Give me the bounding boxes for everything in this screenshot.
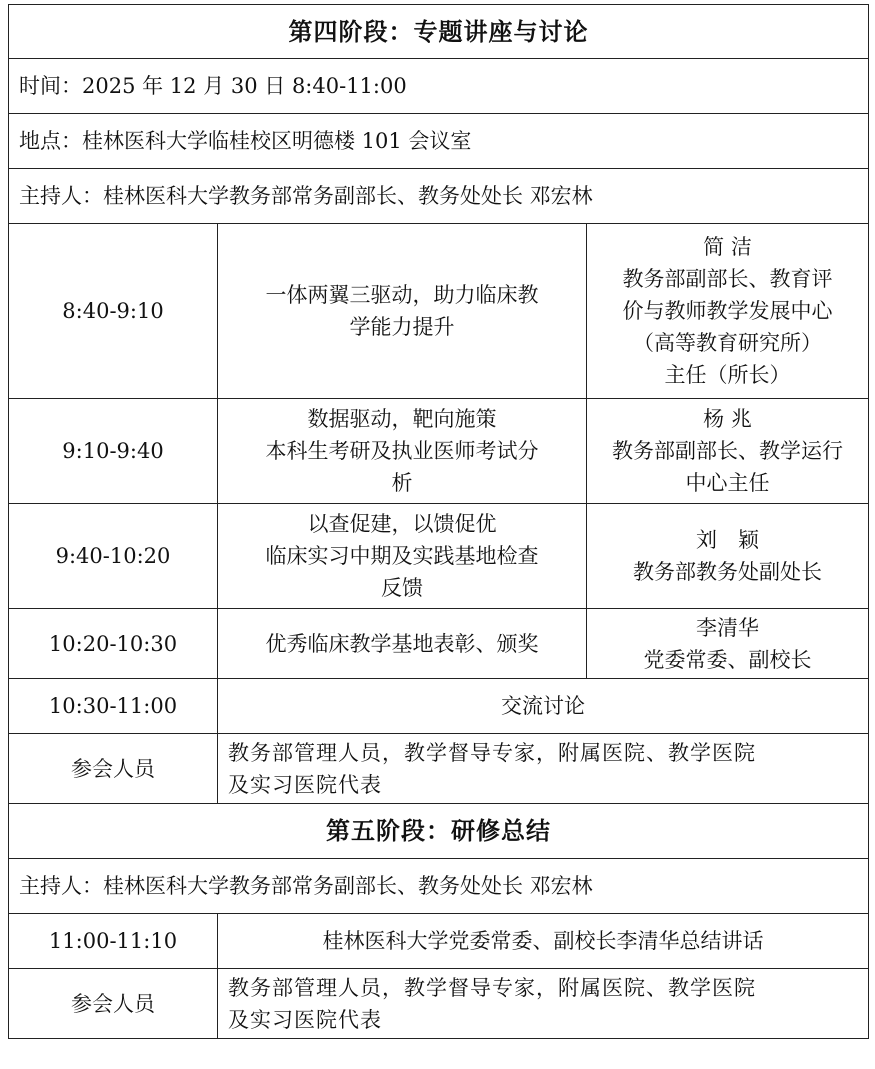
table-row [9,969,869,1039]
table-row [9,399,869,504]
session-speaker: 杨 兆 教务部副部长、教学运行 中心主任 [587,399,869,504]
table-row [9,679,869,734]
attendees-label: 参会人员 [9,734,218,804]
discussion-time: 10:30-11:00 [9,679,218,734]
table-row [9,504,869,609]
stage4-title: 第四阶段：专题讲座与讨论 [9,5,869,59]
speaker-name: 简 洁 [703,235,752,259]
stage5-host: 主持人：桂林医科大学教务部常务副部长、教务处处长 邓宏林 [9,859,869,914]
attendees-value: 教务部管理人员，教学督导专家，附属医院、教学医院 及实习医院代表 [218,969,869,1039]
schedule-table [8,4,869,1039]
session-topic: 以查促建，以馈促优 临床实习中期及实践基地检查 反馈 [218,504,587,609]
attendees-label: 参会人员 [9,969,218,1039]
speaker-name: 刘 颖 [696,528,759,552]
session-time: 8:40-9:10 [9,224,218,399]
table-row [9,734,869,804]
session-time: 9:40-10:20 [9,504,218,609]
session-speaker: 简 洁 教务部副部长、教育评 价与教师教学发展中心 （高等教育研究所） 主任（所长） [587,224,869,399]
table-row [9,914,869,969]
table-row [9,609,869,679]
session-time: 10:20-10:30 [9,609,218,679]
speaker-name: 李清华 [696,615,759,640]
session-topic: 桂林医科大学党委常委、副校长李清华总结讲话 [218,914,869,969]
stage4-host: 主持人：桂林医科大学教务部常务副部长、教务处处长 邓宏林 [9,169,869,224]
table-row [9,224,869,399]
discussion-label: 交流讨论 [218,679,869,734]
attendees-value: 教务部管理人员，教学督导专家，附属医院、教学医院 及实习医院代表 [218,734,869,804]
session-topic: 数据驱动，靶向施策 本科生考研及执业医师考试分 析 [218,399,587,504]
stage4-place: 地点：桂林医科大学临桂校区明德楼 101 会议室 [9,114,869,169]
session-speaker: 李清华 党委常委、副校长 [587,609,869,679]
stage4-time: 时间：2025 年 12 月 30 日 8:40-11:00 [9,59,869,114]
stage5-title: 第五阶段：研修总结 [9,804,869,859]
session-time: 9:10-9:40 [9,399,218,504]
session-topic: 一体两翼三驱动，助力临床教 学能力提升 [218,224,587,399]
session-topic: 优秀临床教学基地表彰、颁奖 [218,609,587,679]
session-time: 11:00-11:10 [9,914,218,969]
session-speaker: 刘 颖 教务部教务处副处长 [587,504,869,609]
speaker-name: 杨 兆 [703,407,752,431]
